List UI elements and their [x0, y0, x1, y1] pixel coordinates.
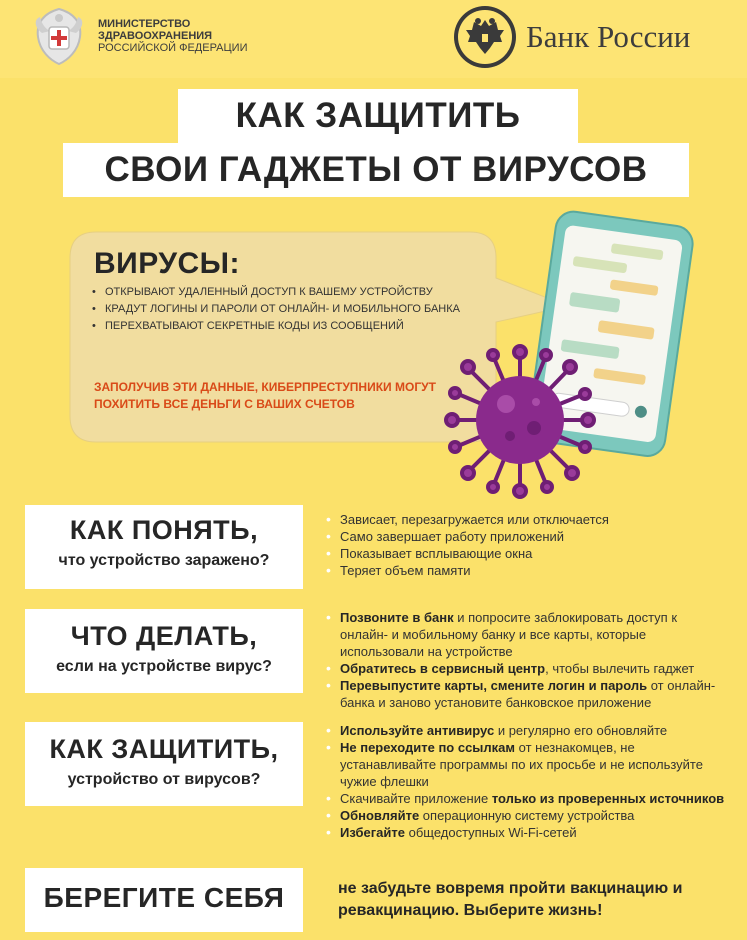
ministry-line2: ЗДРАВООХРАНЕНИЯ	[98, 30, 213, 42]
protect-label	[25, 722, 303, 806]
list-item-bold: Избегайте	[340, 825, 405, 840]
list-item: • Теряет объем памяти	[326, 562, 726, 579]
list-item: • Показывает всплывающие окна	[326, 545, 726, 562]
list-item-text: и регулярно его обновляйте	[494, 723, 668, 738]
act-heading: ЧТО ДЕЛАТЬ,	[70, 621, 258, 651]
bank-name: Банк России	[526, 19, 691, 54]
protect-subheading: устройство от вирусов?	[67, 771, 261, 788]
list-item: • Само завершает работу приложений	[326, 528, 726, 545]
list-item	[326, 807, 726, 824]
list-item-bold: Не переходите по ссылкам	[340, 740, 516, 755]
detect-symptoms-list	[326, 511, 726, 579]
virus-body	[476, 376, 564, 464]
list-item-text: общедоступных Wi-Fi-сетей	[404, 825, 577, 840]
ministry-line3: РОССИЙСКОЙ ФЕДЕРАЦИИ	[98, 42, 248, 54]
list-item	[326, 609, 726, 660]
footer-heading: БЕРЕГИТЕ СЕБЯ	[43, 882, 285, 913]
list-item: • ПЕРЕХВАТЫВАЮТ СЕКРЕТНЫЕ КОДЫ ИЗ СООБЩЕНИЙ	[90, 319, 480, 334]
act-label	[25, 609, 303, 693]
list-item-bold: только из проверенных источников	[491, 791, 725, 806]
protect-heading: КАК ЗАЩИТИТЬ,	[49, 734, 279, 764]
list-item-bold: Обратитесь в сервисный центр	[340, 661, 546, 676]
list-item	[326, 677, 726, 711]
page-title-line2: СВОИ ГАДЖЕТЫ ОТ ВИРУСОВ	[63, 143, 689, 197]
footer-label	[25, 868, 303, 932]
detect-subheading: что устройство заражено?	[58, 552, 270, 569]
page-title-line1: КАК ЗАЩИТИТЬ	[178, 89, 578, 143]
viruses-heading: ВИРУСЫ:	[94, 247, 241, 280]
protect-tips-list	[326, 722, 726, 841]
list-item	[326, 790, 726, 807]
closing-message: не забудьте вовремя пройти вакцинацию и ревакцинацию. Выберите жизнь!	[338, 880, 683, 919]
detect-heading: КАК ПОНЯТЬ,	[69, 515, 259, 545]
list-item-bold: Перевыпустите карты, смените логин и пароль	[340, 678, 648, 693]
list-item-text: и попросите заблокировать доступ к онлайн- и мобильному банку и все карты, которые использовали на устройстве	[340, 610, 678, 659]
list-item: • Зависает, перезагружается или отключается	[326, 511, 726, 528]
list-item	[326, 739, 726, 790]
list-item-text: Скачивайте приложение	[340, 791, 492, 806]
list-item: • КРАДУТ ЛОГИНЫ И ПАРОЛИ ОТ ОНЛАЙН- И МОБИЛЬНОГО БАНКА	[90, 302, 480, 317]
list-item-text: операционную систему устройства	[419, 808, 635, 823]
list-item	[326, 660, 726, 677]
act-steps-list	[326, 609, 726, 711]
ministry-line1: МИНИСТЕРСТВО	[98, 18, 191, 30]
list-item-text: , чтобы вылечить гаджет	[545, 661, 695, 676]
list-item	[326, 722, 726, 739]
warning-text: ЗАПОЛУЧИВ ЭТИ ДАННЫЕ, КИБЕРПРЕСТУПНИКИ МОГУТ ПОХИТИТЬ ВСЕ ДЕНЬГИ С ВАШИХ СЧЕТОВ	[94, 380, 436, 411]
list-item	[326, 824, 726, 841]
list-item-bold: Обновляйте	[340, 808, 420, 823]
act-subheading: если на устройстве вирус?	[56, 658, 272, 675]
viruses-list	[90, 285, 480, 336]
list-item-bold: Позвоните в банк	[340, 610, 454, 625]
list-item-bold: Используйте антивирус	[340, 723, 495, 738]
list-item-text: от онлайн-банка и заново установите банковское приложение	[340, 678, 716, 710]
list-item: • ОТКРЫВАЮТ УДАЛЕННЫЙ ДОСТУП К ВАШЕМУ УСТРОЙСТВУ	[90, 285, 480, 300]
detect-label	[25, 505, 303, 589]
list-item-text: от незнакомцев, не устанавливайте программы по их просьбе и не используйте чужие флешки	[340, 740, 703, 789]
